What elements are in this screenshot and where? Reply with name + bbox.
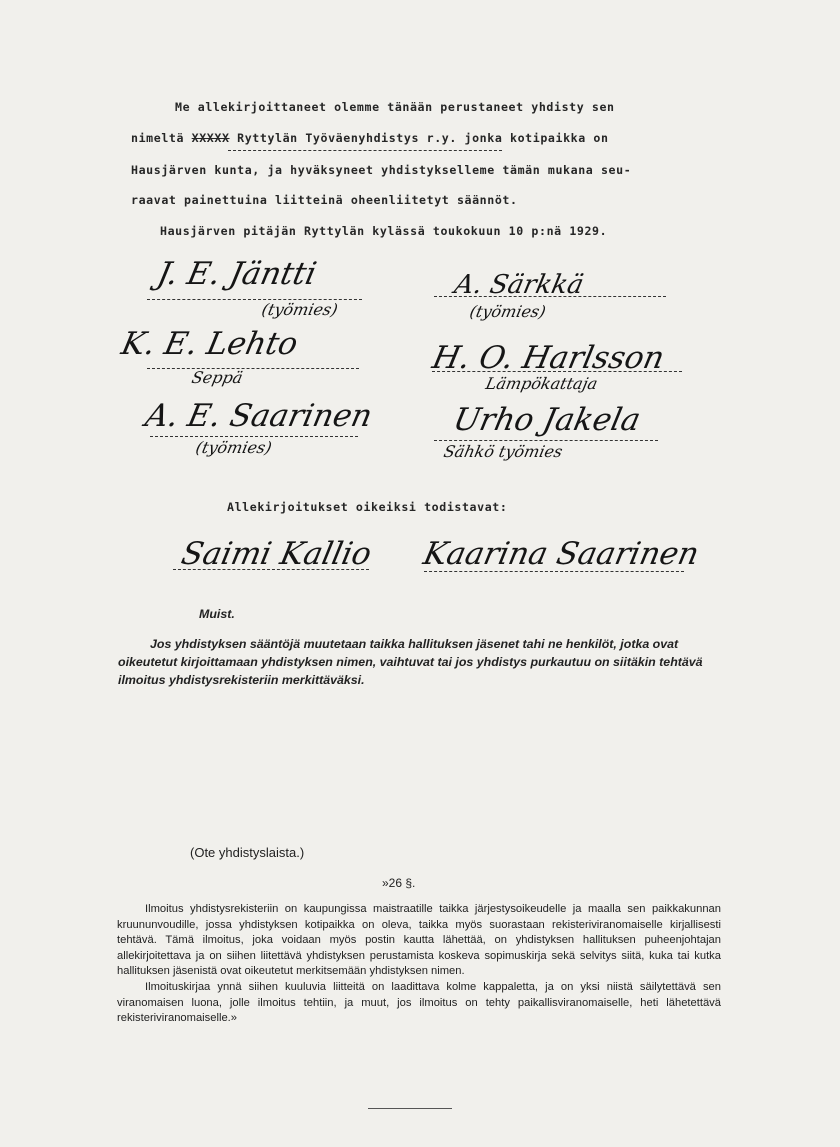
signature-line-6 [434, 440, 658, 441]
note-title: Muist. [199, 607, 235, 621]
intro-line-4: raavat painettuina liitteinä oheenliitetyt säännöt. [131, 193, 518, 207]
signature-3-title: Seppä [189, 368, 245, 387]
witness-line-1 [173, 569, 369, 570]
law-paragraph-2: Ilmoituskirjaa ynnä siihen kuuluvia liitteitä on laadittava kolme kappaletta, ja on yksi niistä säilytettävä sen viranomaisen luona, jolle ilmoitus tehtiin, ja muut, jos ilmoitus on tehty paikallisviranomaiselle, heti lähetettävä rekisteriviranomaiselle.» [117, 980, 721, 1025]
signature-1: J. E. Jäntti [154, 256, 320, 292]
signature-6-title: Sähkö työmies [441, 442, 565, 461]
note-text: Jos yhdistyksen sääntöjä muutetaan taikka hallituksen jäsenet tahi ne henkilöt, jotka ovat oikeutetut kirjoittamaan yhdistyksen nimen, vaihtuvat tai jos yhdistys purkautuu on siitäkin tehtävä ilmoitus yhdistysrekisteriin merkittäväksi. [118, 637, 703, 687]
signature-line-4 [432, 371, 682, 372]
signature-5: A. E. Saarinen [142, 398, 376, 434]
signature-5-title: (työmies) [193, 438, 274, 457]
signature-line-2 [434, 296, 666, 297]
intro-line-2-prefix: nimeltä [131, 131, 192, 145]
intro-line-1: Me allekirjoittaneet olemme tänään perustaneet yhdisty sen [175, 100, 615, 114]
signature-3: K. E. Lehto [118, 326, 302, 362]
intro-line-3: Hausjärven kunta, ja hyväksyneet yhdistykselleme tämän mukana seu- [131, 163, 632, 177]
intro-line-2-rest: Ryttylän Työväenyhdistys r.y. jonka kotipaikka on [229, 131, 609, 145]
witness-heading: Allekirjoitukset oikeiksi todistavat: [227, 500, 508, 514]
law-section-heading: »26 §. [382, 876, 416, 890]
signature-6: Urho Jakela [450, 402, 644, 438]
signature-line-3 [147, 368, 359, 369]
law-source-heading: (Ote yhdistyslaista.) [190, 845, 305, 860]
witness-line-2 [424, 571, 684, 572]
witness-1: Saimi Kallio [178, 536, 375, 572]
signature-1-title: (työmies) [259, 300, 340, 319]
underline-association-name [228, 150, 502, 151]
law-text [117, 902, 721, 1027]
signature-2: A. Särkkä [451, 270, 587, 300]
signature-2-title: (työmies) [467, 302, 548, 321]
signature-4: H. O. Harlsson [429, 340, 668, 376]
struck-text: XXXXX [191, 131, 230, 145]
signature-4-title: Lämpökattaja [483, 374, 600, 393]
signature-line-5 [150, 436, 358, 437]
witness-2: Kaarina Saarinen [420, 536, 703, 572]
place-date-line: Hausjärven pitäjän Ryttylän kylässä toukokuun 10 p:nä 1929. [160, 224, 608, 238]
intro-line-2 [131, 131, 609, 145]
law-paragraph-1: Ilmoitus yhdistysrekisteriin on kaupungissa maistraatille taikka järjestysoikeudelle ja maalla sen paikkakunnan kruununvoudille, jossa yhdistyksen kotipaikka on oleva, taikka myös suorastaan rekisteriviranomaiselle kirjallisesti tehtävä. Tämä ilmoitus, joka voidaan myös postin kautta lähettää, on yhdistyksen hallituksen puheenjohtajan allekirjoitettava ja on siihen liitettävä yhdistyksen perustamista koskeva sopimuskirja sekä selvitys siitä, kuka tai kutka hallituksen jäsenistä ovat oikeutetut merkitsemään yhdistyksen nimen. [117, 903, 721, 978]
closing-rule [368, 1108, 452, 1109]
